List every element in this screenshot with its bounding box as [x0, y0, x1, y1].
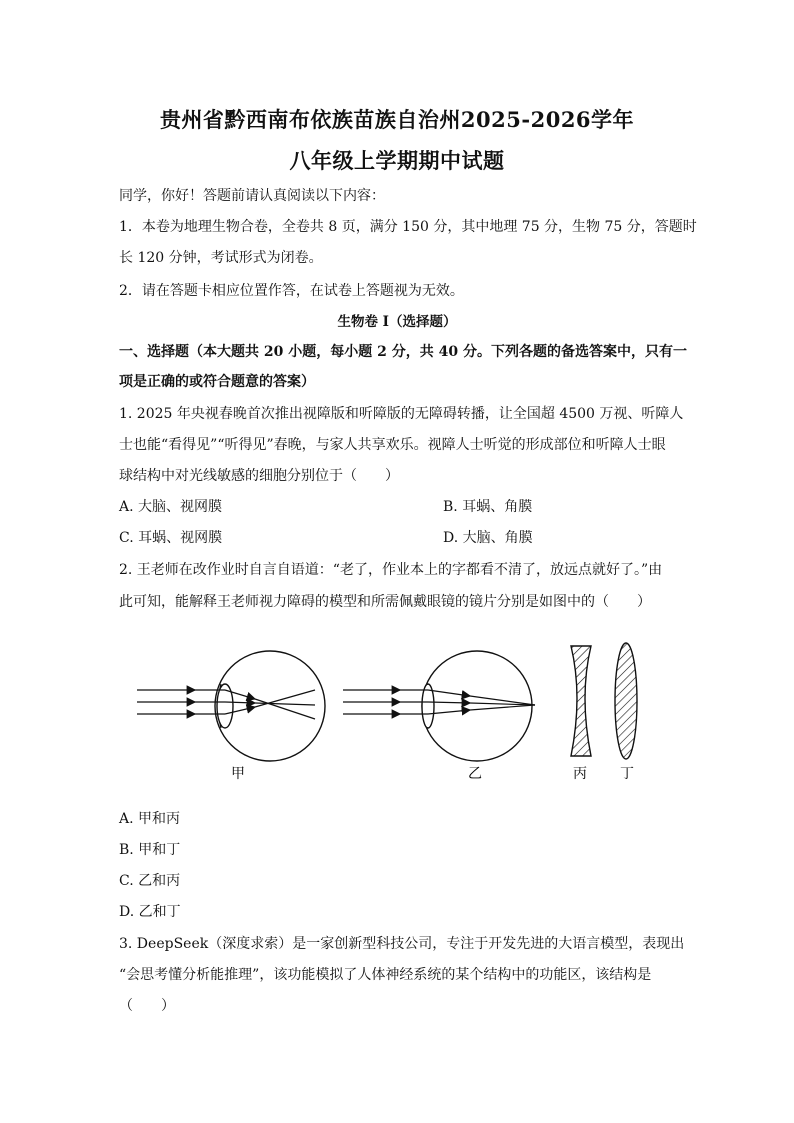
q1-option-a: A. 大脑、视网膜 — [119, 499, 223, 515]
convex-lens-ding — [615, 643, 637, 759]
q1-stem-line3: 球结构中对光线敏感的细胞分别位于（ ） — [119, 468, 399, 484]
q1-stem-line1: 1. 2025 年央视春晚首次推出视障版和听障版的无障碍转播，让全国超 4500 万视、听障人 — [119, 406, 684, 422]
figure-label-bing: 丙 — [573, 766, 587, 782]
intro-greeting: 同学，你好！答题前请认真阅读以下内容： — [119, 188, 385, 204]
figure-label-yi: 乙 — [468, 766, 482, 782]
q2-option-d: D. 乙和丁 — [119, 904, 181, 920]
q2-stem-line2: 此可知，能解释王老师视力障碍的模型和所需佩戴眼镜的镜片分别是如图中的（ ） — [119, 594, 651, 610]
q3-stem-line3: （ ） — [119, 998, 175, 1014]
figure-label-jia: 甲 — [231, 766, 245, 782]
q1-stem-line2: 士也能“看得见”“听得见”春晚，与家人共享欢乐。视障人士听觉的形成部位和听障人士眼 — [119, 437, 666, 453]
intro-note1-line2: 长 120 分钟，考试形式为闭卷。 — [119, 250, 323, 266]
q1-option-b: B. 耳蜗、角膜 — [443, 499, 533, 515]
q3-stem-line1: 3. DeepSeek（深度求索）是一家创新型科技公司，专注于开发先进的大语言模型，表现出 — [119, 936, 685, 952]
q2-stem-line1: 2. 王老师在改作业时自言自语道：“老了，作业本上的字都看不清了，放远点就好了。”由 — [119, 562, 663, 578]
eye-model-yi — [343, 651, 535, 761]
section-instruction-line1: 一、选择题（本大题共 20 小题，每小题 2 分，共 40 分。下列各题的备选答案中，只有一 — [119, 344, 687, 360]
q3-stem-line2: “会思考懂分析能推理”，该功能模拟了人体神经系统的某个结构中的功能区，该结构是 — [119, 967, 652, 983]
concave-lens-bing — [571, 646, 591, 756]
q2-option-a: A. 甲和丙 — [119, 811, 181, 827]
eye-lens-figure — [125, 636, 665, 786]
figure-label-ding: 丁 — [620, 766, 634, 782]
section-instruction-line2: 项是正确的或符合题意的答案） — [119, 374, 315, 390]
exam-title-line2: 八年级上学期期中试题 — [289, 148, 505, 173]
q1-option-d: D. 大脑、角膜 — [443, 530, 533, 546]
eye-model-jia — [137, 651, 325, 761]
intro-note1-line1: 1．本卷为地理生物合卷，全卷共 8 页，满分 150 分，其中地理 75 分，生物 75 分，答题时 — [119, 219, 697, 235]
q1-option-c: C. 耳蜗、视网膜 — [119, 530, 223, 546]
q2-option-c: C. 乙和丙 — [119, 873, 181, 889]
intro-note2: 2．请在答题卡相应位置作答，在试卷上答题视为无效。 — [119, 283, 464, 299]
section-header: 生物卷 I（选择题） — [337, 314, 457, 330]
exam-title-line1: 贵州省黔西南布依族苗族自治州2025-2026学年 — [159, 107, 635, 132]
q2-option-b: B. 甲和丁 — [119, 842, 181, 858]
